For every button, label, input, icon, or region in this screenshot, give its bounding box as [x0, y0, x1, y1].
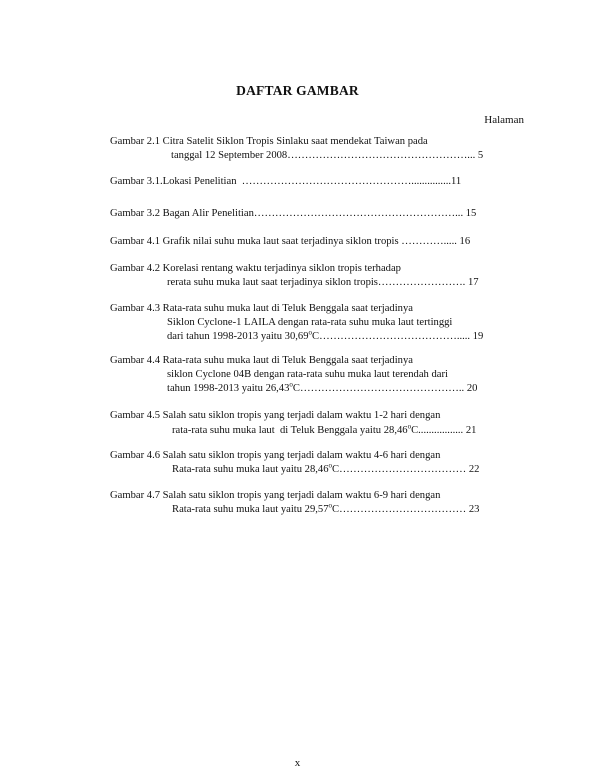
entry-4-6-line-1: Gambar 4.6 Salah satu siklon tropis yang terjadi dalam waktu 4-6 hari dengan [110, 450, 441, 461]
degree-mark: o [328, 461, 333, 470]
entry-4-7-line-1: Gambar 4.7 Salah satu siklon tropis yang terjadi dalam waktu 6-9 hari dengan [110, 490, 441, 501]
degree-mark: o [407, 422, 412, 431]
entry-3-1[interactable]: Gambar 3.1.Lokasi Penelitian …………………………………………...............11 [110, 176, 462, 187]
entry-4-1[interactable]: Gambar 4.1 Grafik nilai suhu muka laut saat terjadinya siklon tropis …………..... 16 [110, 236, 471, 247]
entry-4-3-line-1: Gambar 4.3 Rata-rata suhu muka laut di Teluk Benggala saat terjadinya [110, 303, 413, 314]
halaman-label: Halaman [484, 114, 524, 126]
entry-3-2[interactable]: Gambar 3.2 Bagan Alir Penelitian…………………………………………………... 15 [110, 208, 477, 219]
entry-4-5-line-2[interactable]: rata-rata suhu muka laut di Teluk Benggala yaitu 28,46$^o$C................. 21 [172, 422, 477, 436]
entry-2-1-line-1: Gambar 2.1 Citra Satelit Siklon Tropis Sinlaku saat mendekat Taiwan pada [110, 136, 428, 147]
page-number: x [294, 757, 301, 769]
entry-4-6-line-2[interactable]: Rata-rata suhu muka laut yaitu 28,46$^o$C……………………………… 22 [172, 461, 480, 475]
entry-4-4-line-2: siklon Cyclone 04B dengan rata-rata suhu muka laut terendah dari [167, 369, 448, 380]
entry-4-7-line-2[interactable]: Rata-rata suhu muka laut yaitu 29,57$^o$C……………………………… 23 [172, 501, 480, 515]
entry-2-1-line-2[interactable]: tanggal 12 September 2008……………………………………………... 5 [171, 150, 484, 161]
entry-4-3-line-2: Siklon Cyclone-1 LAILA dengan rata-rata suhu muka laut tertinggi [167, 317, 453, 328]
entry-4-3-line-3[interactable]: dari tahun 1998-2013 yaitu 30,69$^o$C…………………………………..... 19 [167, 328, 484, 342]
degree-mark: o [308, 328, 313, 337]
degree-mark: o [328, 501, 333, 510]
entry-4-2-line-2[interactable]: rerata suhu muka laut saat terjadinya siklon tropis……………………. 17 [167, 277, 479, 288]
entry-4-4-line-3[interactable]: tahun 1998-2013 yaitu 26,43$^o$C……………………………………….. 20 [167, 380, 478, 394]
entry-4-4-line-1: Gambar 4.4 Rata-rata suhu muka laut di Teluk Benggala saat terjadinya [110, 355, 413, 366]
degree-mark: o [289, 380, 293, 389]
entry-4-2-line-1: Gambar 4.2 Korelasi rentang waktu terjadinya siklon tropis terhadap [110, 263, 401, 274]
entry-4-5-line-1: Gambar 4.5 Salah satu siklon tropis yang terjadi dalam waktu 1-2 hari dengan [110, 410, 441, 421]
page-title: DAFTAR GAMBAR [236, 83, 359, 98]
